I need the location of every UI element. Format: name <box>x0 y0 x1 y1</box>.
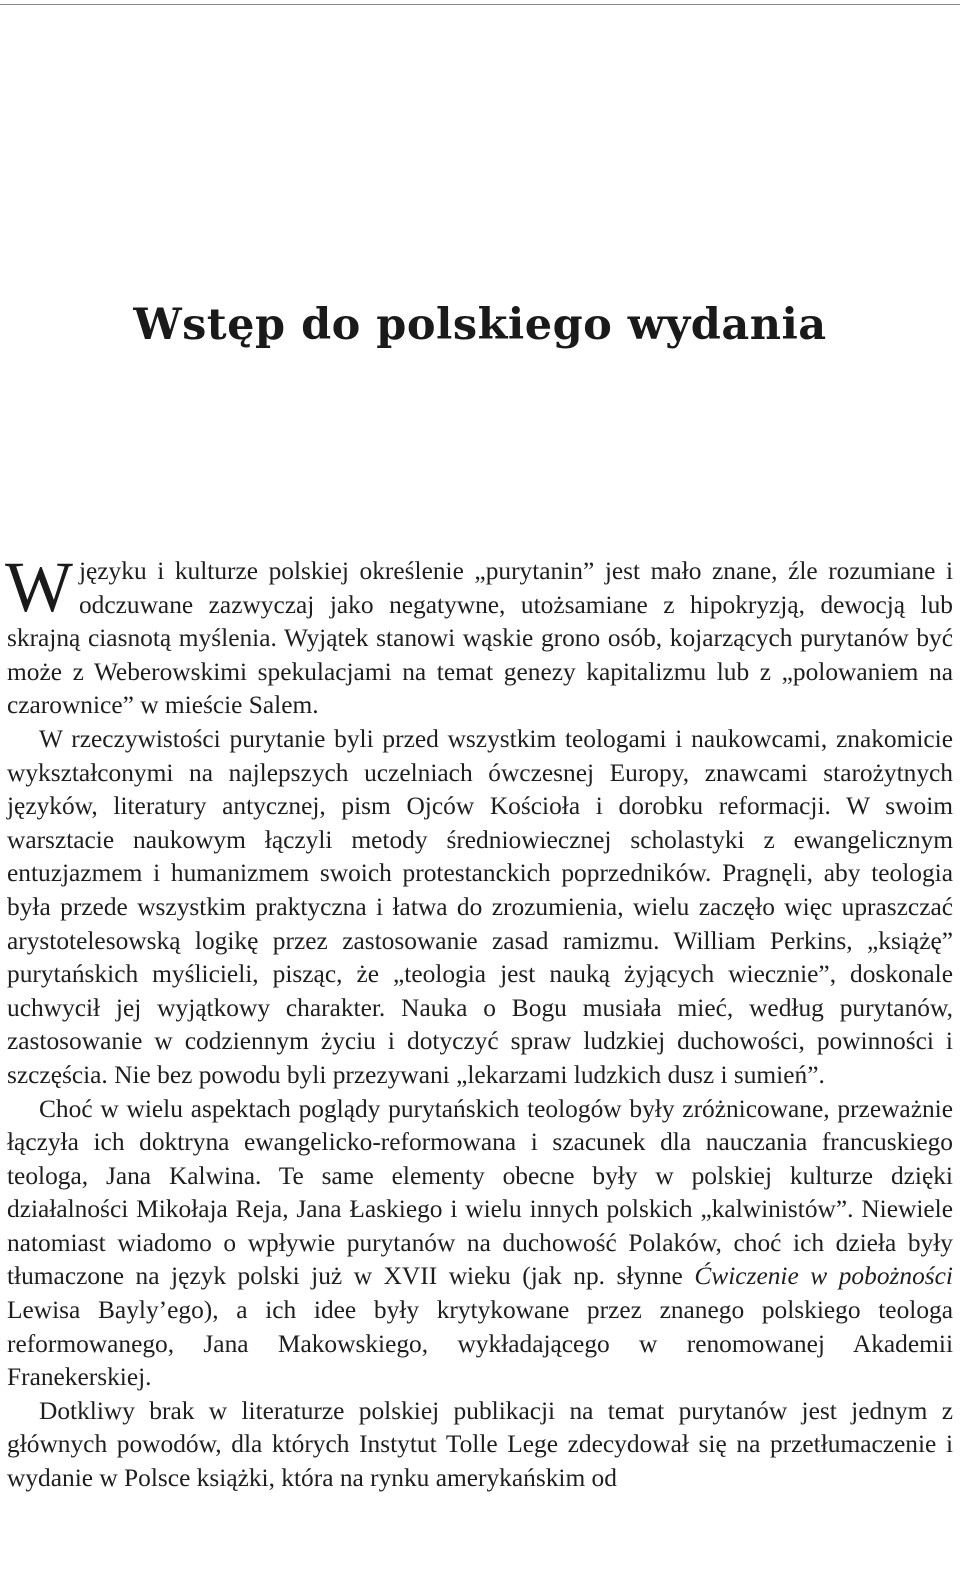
book-title-italic: Ćwiczenie w pobożności <box>694 1262 953 1291</box>
paragraph-2: W rzeczywistości purytanie byli przed wszystkim teologami i naukowcami, znakomicie wykształconymi na najlepszych uczelniach ówczesnej Europy, znawcami starożytnych języków, literatury antycznej, pism Ojców Kościoła i dorobku reformacji. W swoim warsztacie naukowym łączyli metody średniowiecznej scholastyki z ewangelicznym entuzjazmem i humanizmem swoich protestanckich poprzedników. Pragnęli, aby teologia była przede wszystkim praktyczna i łatwa do zrozumienia, wielu zaczęło więc upraszczać arystotelesowską logikę przez zastosowanie zasad ramizmu. William Perkins, „książę” purytańskich myślicieli, pisząc, że „teologia jest nauką żyjących wiecznie”, doskonale uchwycił jej wyjątkowy charakter. Nauka o Bogu musiała mieć, według purytanów, zastosowanie w codziennym życiu i dotyczyć spraw ludzkiej duchowości, powinności i szczęścia. Nie bez powodu byli przezywani „lekarzami ludzkich dusz i sumień”. <box>7 724 953 1089</box>
paragraph-1-text: języku i kulturze polskiej określenie „purytanin” jest mało znane, źle rozumiane i odczuwane zazwyczaj jako negatywne, utożsamiane z hipokryzją, dewocją lub skrajną ciasnotą myślenia. Wyjątek stanowi wąskie grono osób, kojarzących purytanów być może z Weberowskimi spekulacjami na temat genezy kapitalizmu lub z „polowaniem na czarownice” w mieście Salem. <box>7 557 953 720</box>
paragraph-3-text-after: Lewisa Bayly’ego), a ich idee były krytykowane przez znanego polskiego teologa reformowanego, Jana Makowskiego, wykładającego w renomowanej Akademii Franekerskiej. <box>7 1296 953 1392</box>
drop-cap: W <box>5 547 73 627</box>
body-text <box>5 547 953 1496</box>
page-title: Wstęp do polskiego wydania <box>133 300 827 350</box>
top-rule <box>0 4 960 5</box>
paragraph-3 <box>7 1093 953 1395</box>
paragraph-3-text-before: Choć w wielu aspektach poglądy purytańskich teologów były zróżnicowane, przeważnie łączyła ich doktryna ewangelicko-reformowana i szacunek dla nauczania francuskiego teologa, Jana Kalwina. Te same elementy obecne były w polskiej kulturze dzięki działalności Mikołaja Reja, Jana Łaskiego i wielu innych polskich „kalwinistów”. Niewiele natomiast wiadomo o wpływie purytanów na duchowość Polaków, choć ich dzieła były tłumaczone na język polski już w XVII wieku (jak np. słynne <box>7 1094 953 1291</box>
paragraph-1 <box>5 547 953 723</box>
paragraph-4: Dotkliwy brak w literaturze polskiej publikacji na temat purytanów jest jednym z głównych powodów, dla których Instytut Tolle Lege zdecydował się na przetłumaczenie i wydanie w Polsce książki, która na rynku amerykańskim od <box>7 1396 953 1493</box>
